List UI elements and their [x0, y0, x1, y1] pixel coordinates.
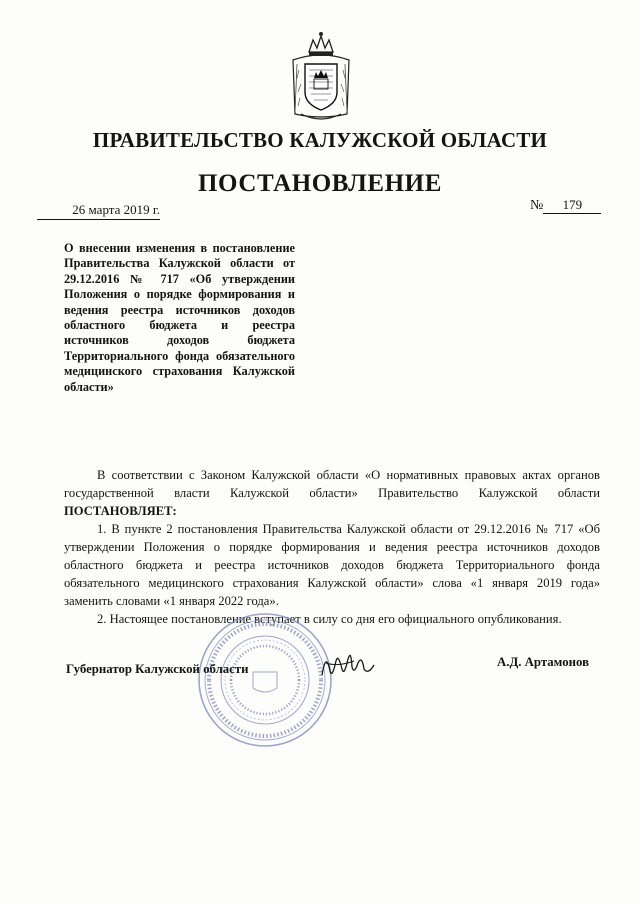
document-number-block [530, 197, 601, 214]
document-type-title: ПОСТАНОВЛЕНИЕ [197, 170, 443, 197]
signer-title: Губернатор Калужской области [66, 662, 249, 676]
organization-title: ПРАВИТЕЛЬСТВО КАЛУЖСКОЙ ОБЛАСТИ [92, 128, 548, 152]
resolves-keyword: ПОСТАНОВЛЯЕТ: [64, 504, 177, 518]
official-seal-stamp [195, 610, 335, 750]
signer-name: А.Д. Артамонов [497, 655, 589, 669]
preamble-paragraph [64, 466, 600, 520]
document-date: 26 марта 2019 г. [37, 202, 160, 220]
coat-of-arms-icon [287, 30, 355, 122]
document-body [64, 466, 600, 628]
handwritten-signature [318, 645, 378, 683]
preamble-text: В соответствии с Законом Калужской области «О нормативных правовых актах органов государственной власти Калужской области» Правительство Калужской области [64, 468, 600, 500]
point-1-paragraph: 1. В пункте 2 постановления Правительства Калужской области от 29.12.2016 № 717 «Об утверждении Положения о порядке формирования и ведения реестра источников доходов областного бюджета и реестра источников доходов бюджета Территориального фонда обязательного медицинского страхования Калужской области» слова «1 января 2019 года» заменить словами «1 января 2022 года». [64, 522, 600, 608]
number-label: № [530, 198, 544, 213]
point-2-paragraph: 2. Настоящее постановление вступает в силу со дня его официального опубликования. [97, 612, 562, 626]
document-subject: О внесении изменения в постановление Правительства Калужской области от 29.12.2016 № 717 «Об утверждении Положения о порядке формирования и ведения реестра источников доходов областного бюджета и реестра источников доходов бюджета Территориального фонда обязательного медицинского страхования Калужской области» [64, 241, 295, 394]
document-number: 179 [543, 197, 601, 214]
